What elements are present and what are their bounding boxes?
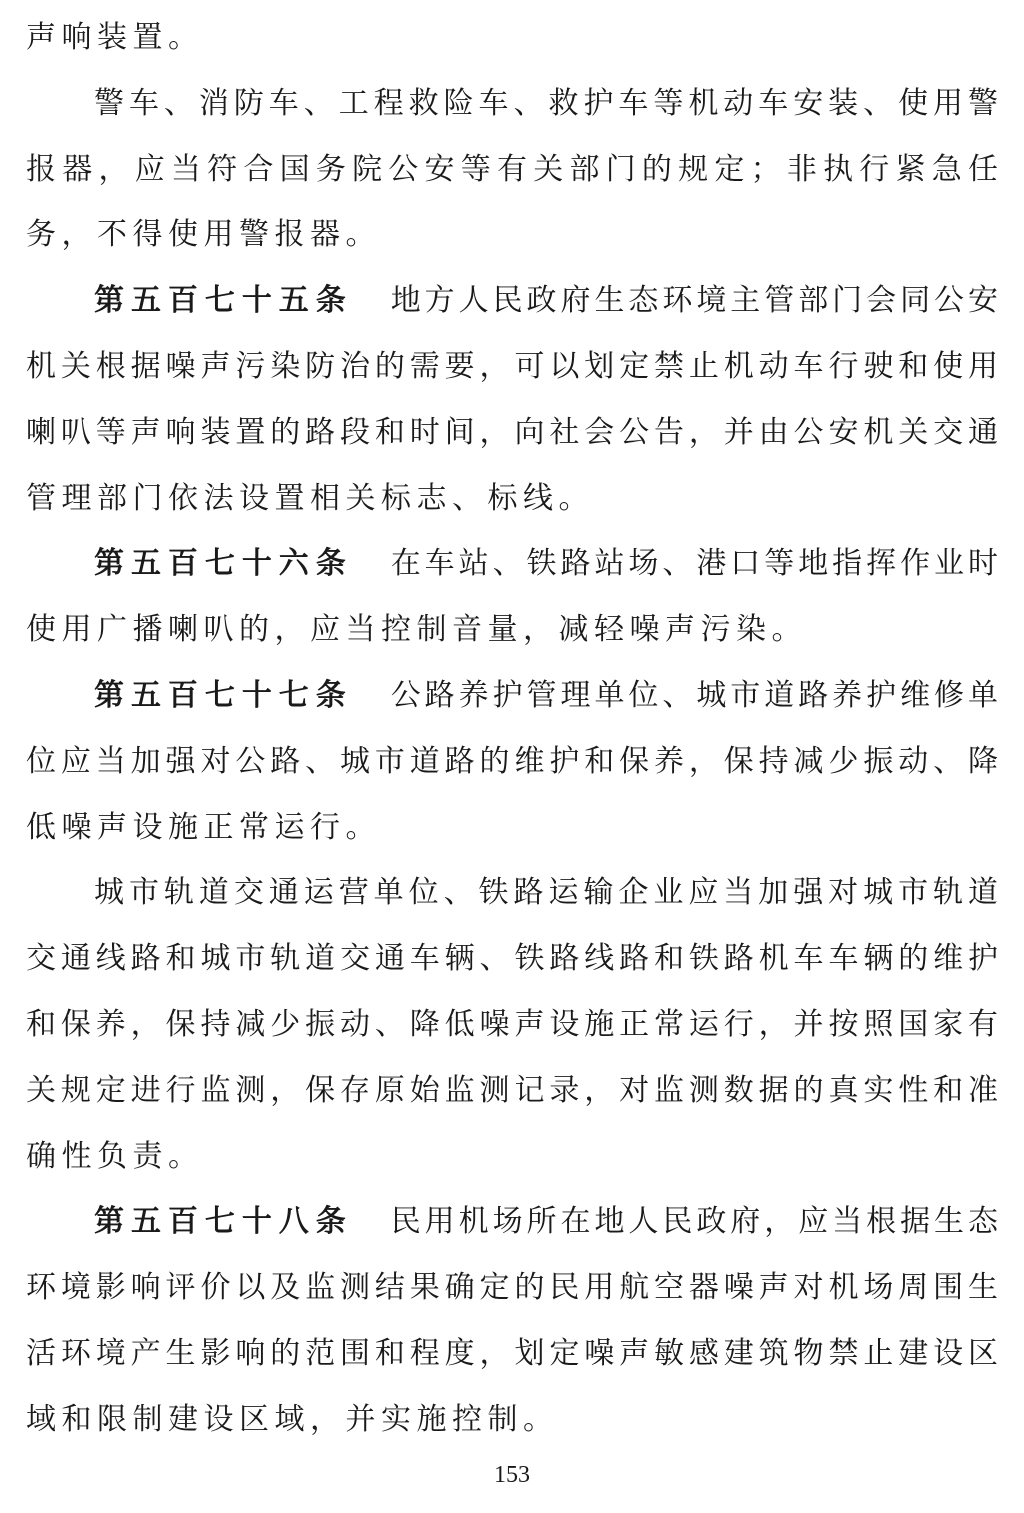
line-text: 位应当加强对公路、城市道路的维护和保养，保持减少振动、降	[26, 743, 998, 779]
article-number: 第五百七十八条	[94, 1204, 353, 1240]
text-line	[26, 466, 998, 532]
text-line	[26, 1189, 998, 1255]
line-text: 低噪声设施正常运行。	[26, 809, 381, 845]
line-text: 环境影响评价以及监测结果确定的民用航空器噪声对机场周围生	[26, 1270, 998, 1306]
text-line	[26, 663, 998, 729]
text-line	[26, 1058, 998, 1124]
article-number: 第五百七十五条	[94, 283, 353, 319]
text-line	[26, 400, 998, 466]
text-line	[26, 729, 998, 795]
text-line	[26, 992, 998, 1058]
text-line	[26, 860, 998, 926]
text-line	[26, 268, 998, 334]
line-text: 管理部门依法设置相关标志、标线。	[26, 480, 594, 516]
line-text: 公路养护管理单位、城市道路养护维修单	[390, 677, 998, 713]
text-line	[26, 531, 998, 597]
line-text: 民用机场所在地人民政府，应当根据生态	[390, 1204, 998, 1240]
text-line	[26, 137, 998, 203]
line-text: 地方人民政府生态环境主管部门会同公安	[390, 283, 998, 319]
line-text: 交通线路和城市轨道交通车辆、铁路线路和铁路机车车辆的维护	[26, 941, 998, 977]
text-line	[26, 202, 998, 268]
text-line	[26, 334, 998, 400]
line-text: 城市轨道交通运营单位、铁路运输企业应当加强对城市轨道	[94, 875, 998, 911]
line-text: 报器，应当符合国务院公安等有关部门的规定；非执行紧急任	[26, 151, 998, 187]
text-line	[26, 5, 998, 71]
line-text: 警车、消防车、工程救险车、救护车等机动车安装、使用警	[94, 85, 998, 121]
line-text: 喇叭等声响装置的路段和时间，向社会公告，并由公安机关交通	[26, 414, 998, 450]
page-number: 153	[494, 1462, 530, 1488]
text-line	[26, 1124, 998, 1190]
line-text: 活环境产生影响的范围和程度，划定噪声敏感建筑物禁止建设区	[26, 1335, 998, 1371]
body-text	[26, 0, 998, 1453]
line-text: 关规定进行监测，保存原始监测记录，对监测数据的真实性和准	[26, 1072, 998, 1108]
line-text: 在车站、铁路站场、港口等地指挥作业时	[390, 546, 998, 582]
line-text: 使用广播喇叭的，应当控制音量，减轻噪声污染。	[26, 612, 807, 648]
text-line	[26, 926, 998, 992]
line-text: 域和限制建设区域，并实施控制。	[26, 1401, 559, 1437]
text-line	[26, 1321, 998, 1387]
article-number: 第五百七十六条	[94, 546, 353, 582]
text-line	[26, 597, 998, 663]
article-number: 第五百七十七条	[94, 677, 353, 713]
line-text: 和保养，保持减少振动、降低噪声设施正常运行，并按照国家有	[26, 1006, 998, 1042]
text-line	[26, 795, 998, 861]
line-text: 务，不得使用警报器。	[26, 217, 381, 253]
text-line	[26, 1255, 998, 1321]
line-text: 确性负责。	[26, 1138, 204, 1174]
line-text: 机关根据噪声污染防治的需要，可以划定禁止机动车行驶和使用	[26, 348, 998, 384]
text-line	[26, 1387, 998, 1453]
line-text: 声响装置。	[26, 20, 204, 55]
text-line	[26, 71, 998, 137]
